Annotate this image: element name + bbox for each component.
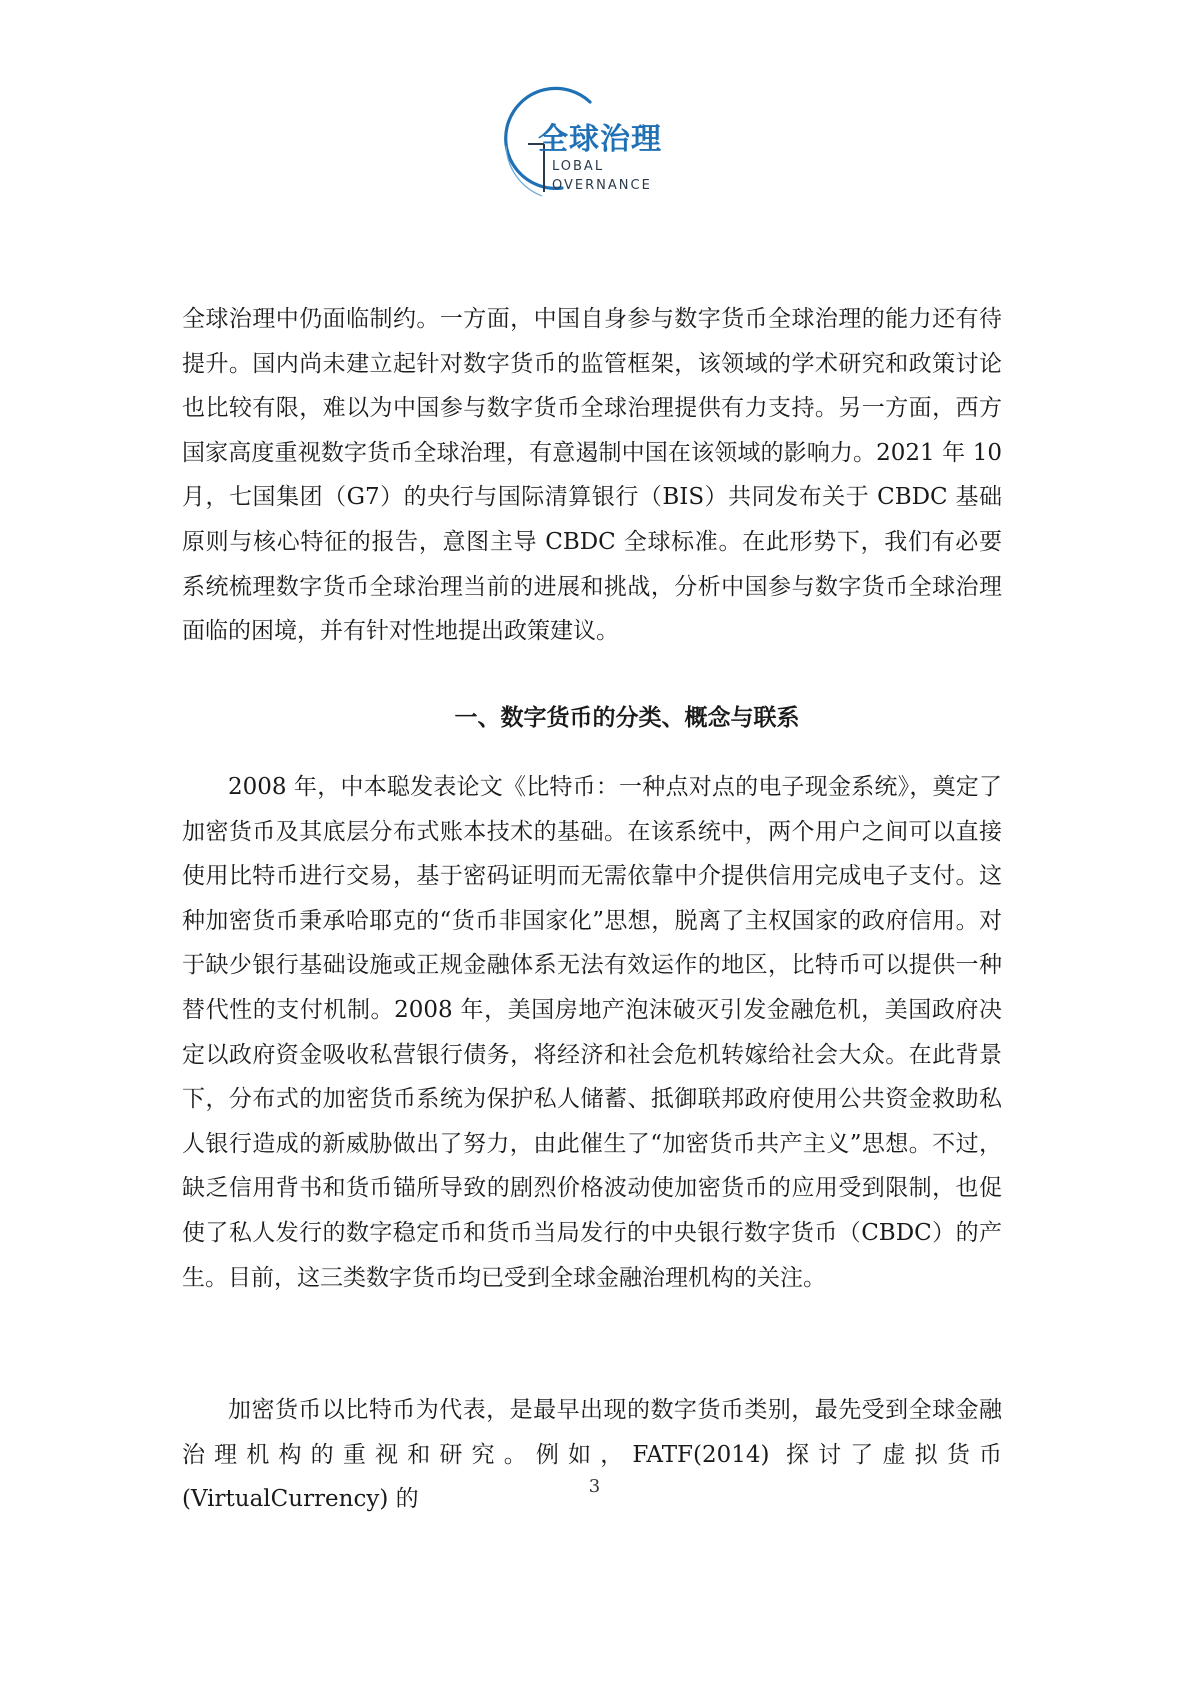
body-paragraph-3: 加密货币以比特币为代表，是最早出现的数字货币类别，最先受到全球金融治理机构的重视和研究。例如，FATF(2014) 探讨了虚拟货币(VirtualCurrency) 的 xyxy=(182,1397,1002,1513)
logo-chinese-title: 全球治理 xyxy=(538,122,662,157)
body-paragraph-1: 全球治理中仍面临制约。一方面，中国自身参与数字货币全球治理的能力还有待提升。国内尚未建立起针对数字货币的监管框架，该领域的学术研究和政策讨论也比较有限，难以为中国参与数字货币全球治理提供有力支持。另一方面，西方国家高度重视数字货币全球治理，有意遏制中国在该领域的影响力。2021 年 10 月，七国集团（G7）的央行与国际清算银行（BIS）共同发布关于 CBDC 基础原则与核心特征的报告，意图主导 CBDC 全球标准。在此形势下，我们有必要系统梳理数字货币全球治理当前的进展和挑战，分析中国参与数字货币全球治理面临的困境，并有针对性地提出政策建议。 xyxy=(182,306,1002,645)
logo-english-line-2: OVERNANCE xyxy=(552,178,652,193)
global-governance-logo xyxy=(498,86,698,206)
body-paragraph-2: 2008 年，中本聪发表论文《比特币：一种点对点的电子现金系统》，奠定了加密货币及其底层分布式账本技术的基础。在该系统中，两个用户之间可以直接使用比特币进行交易，基于密码证明而无需依靠中介提供信用完成电子支付。这种加密货币秉承哈耶克的“货币非国家化”思想，脱离了主权国家的政府信用。对于缺少银行基础设施或正规金融体系无法有效运作的地区，比特币可以提供一种替代性的支付机制。2008 年，美国房地产泡沫破灭引发金融危机，美国政府决定以政府资金吸收私营银行债务，将经济和社会危机转嫁给社会大众。在此背景下，分布式的加密货币系统为保护私人储蓄、抵御联邦政府使用公共资金救助私人银行造成的新威胁做出了努力，由此催生了“加密货币共产主义”思想。不过，缺乏信用背书和货币锚所导致的剧烈价格波动使加密货币的应用受到限制，也促使了私人发行的数字稳定币和货币当局发行的中央银行数字货币（CBDC）的产生。目前，这三类数字货币均已受到全球金融治理机构的关注。 xyxy=(182,774,1002,1291)
logo-english-line-1: LOBAL xyxy=(552,159,605,174)
page-number: 3 xyxy=(588,1476,601,1497)
section-heading: 一、数字货币的分类、概念与联系 xyxy=(454,705,800,731)
